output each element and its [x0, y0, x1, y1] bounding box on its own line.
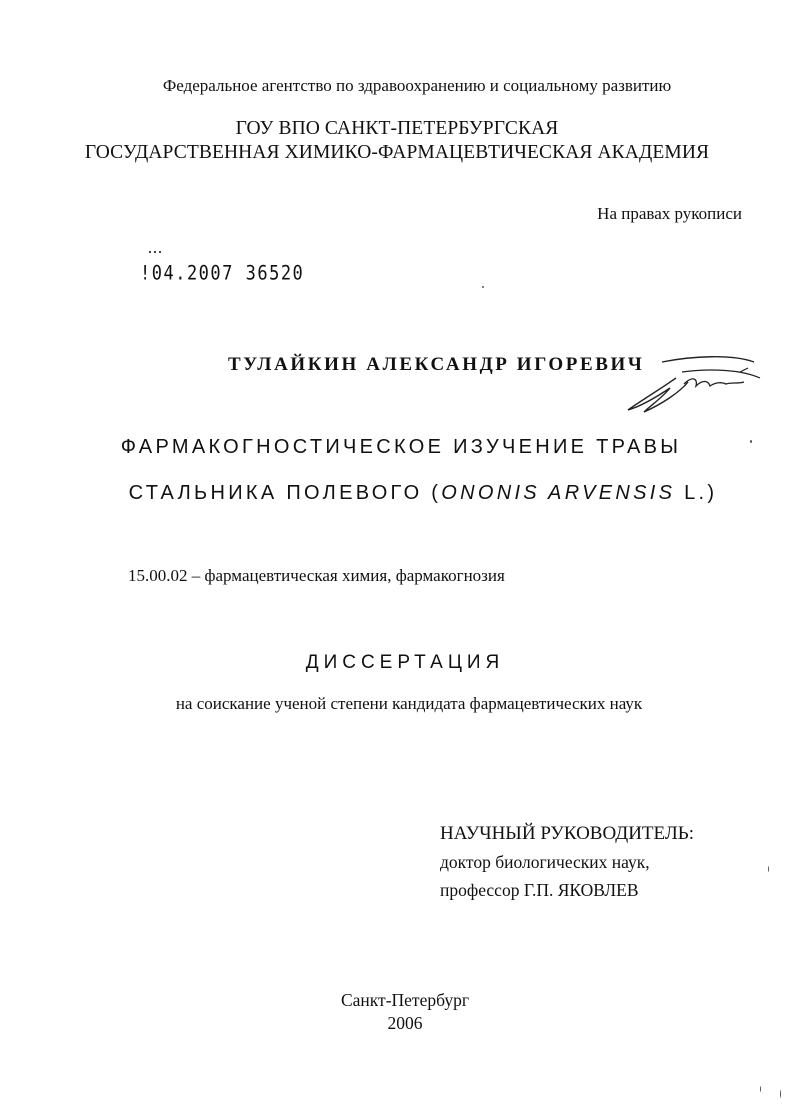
- title-prefix: СТАЛЬНИКА ПОЛЕВОГО (: [128, 482, 442, 504]
- author-name: ТУЛАЙКИН АЛЕКСАНДР ИГОРЕВИЧ: [228, 354, 645, 375]
- year: 2006: [387, 1013, 423, 1033]
- handwritten-signature-icon: [622, 348, 762, 418]
- scan-speck: [768, 866, 769, 872]
- institution-line-1: ГОУ ВПО САНКТ-ПЕТЕРБУРГСКАЯ: [235, 118, 559, 139]
- degree-line: на соискание ученой степени кандидата фармацевтических наук: [175, 694, 643, 713]
- title-latin-name: ONONIS ARVENSIS: [441, 482, 676, 504]
- dissertation-title-line-1: ФАРМАКОГНОСТИЧЕСКОЕ ИЗУЧЕНИЕ ТРАВЫ: [120, 436, 682, 458]
- agency-line: Федеральное агентство по здравоохранению и социальному развитию: [162, 76, 672, 95]
- scan-speck: [750, 440, 752, 443]
- city: Санкт-Петербург: [340, 990, 470, 1010]
- title-suffix: L.): [675, 482, 718, 504]
- scan-speck: [780, 1090, 781, 1098]
- stamp-dots-icon: [148, 250, 166, 254]
- dissertation-heading: ДИССЕРТАЦИЯ: [305, 652, 505, 673]
- rights-note: На правах рукописи: [597, 204, 742, 223]
- scan-speck: [482, 286, 484, 288]
- registration-stamp: !04.2007 36520: [140, 262, 305, 285]
- advisor-name: профессор Г.П. ЯКОВЛЕВ: [440, 880, 639, 900]
- specialty-code: 15.00.02 – фармацевтическая химия, фармакогнозия: [128, 566, 505, 585]
- scan-speck: [760, 1086, 761, 1092]
- institution-line-2: ГОСУДАРСТВЕННАЯ ХИМИКО-ФАРМАЦЕВТИЧЕСКАЯ АКАДЕМИЯ: [84, 142, 710, 163]
- advisor-title: НАУЧНЫЙ РУКОВОДИТЕЛЬ:: [440, 823, 694, 844]
- dissertation-title-line-2: [0, 482, 794, 505]
- advisor-degree: доктор биологических наук,: [440, 852, 650, 872]
